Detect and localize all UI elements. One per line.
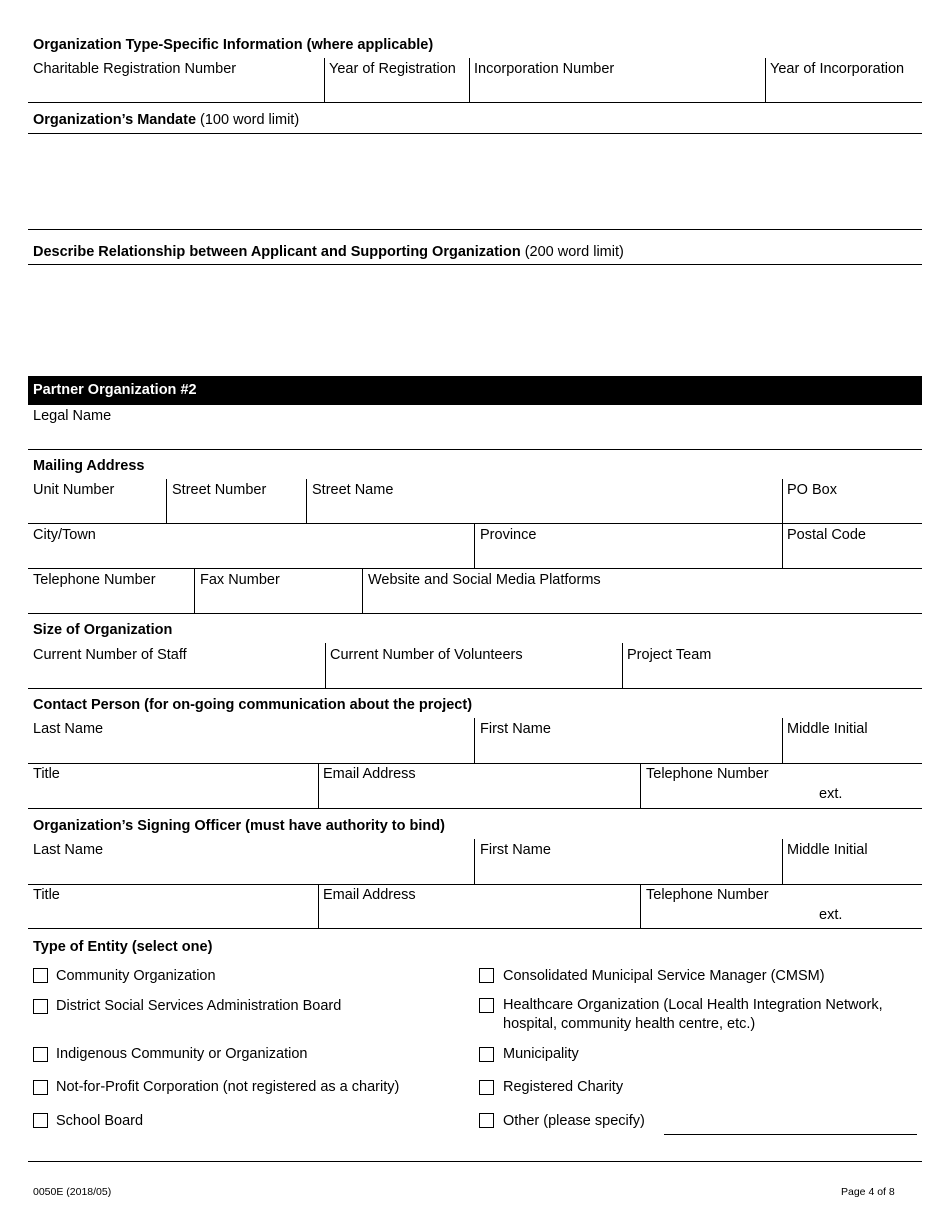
unit-number-field[interactable]	[28, 479, 166, 523]
contact-title-field[interactable]	[28, 764, 318, 808]
contact-telephone-label: Telephone Number	[646, 766, 769, 782]
contact-first-name-label: First Name	[480, 721, 551, 737]
relationship-textarea[interactable]	[28, 265, 922, 375]
street-name-label: Street Name	[312, 482, 394, 498]
contact-telephone-field[interactable]	[641, 764, 922, 808]
signing-officer-heading: Organization’s Signing Officer (must have authority to bind)	[33, 818, 445, 834]
size-heading: Size of Organization	[33, 622, 173, 638]
officer-last-name-field[interactable]	[28, 839, 474, 884]
school-board-label: School Board	[56, 1113, 144, 1129]
relationship-limit: (200 word limit)	[520, 244, 624, 260]
mandate-textarea[interactable]	[28, 134, 922, 229]
unit-number-label: Unit Number	[33, 482, 115, 498]
contact-last-name-label: Last Name	[33, 721, 104, 737]
legal-name-field[interactable]	[28, 405, 922, 449]
staff-label: Current Number of Staff	[33, 647, 187, 663]
contact-middle-initial-label: Middle Initial	[787, 721, 868, 737]
community-organization-checkbox[interactable]	[33, 968, 48, 983]
not-for-profit-checkbox[interactable]	[33, 1080, 48, 1095]
province-label: Province	[480, 527, 537, 543]
cmsm-label: Consolidated Municipal Service Manager (CMSM)	[503, 968, 825, 984]
project-team-label: Project Team	[627, 647, 712, 663]
officer-email-label: Email Address	[323, 887, 416, 903]
contact-ext-label: ext.	[819, 786, 843, 802]
fax-number-field[interactable]	[195, 569, 362, 613]
mandate-title: Organization’s Mandate	[33, 112, 197, 128]
contact-email-field[interactable]	[319, 764, 640, 808]
indigenous-community-checkbox[interactable]	[33, 1047, 48, 1062]
officer-middle-initial-label: Middle Initial	[787, 842, 868, 858]
other-specify-field[interactable]	[664, 1112, 917, 1134]
project-team-field[interactable]	[623, 643, 922, 687]
indigenous-community-label: Indigenous Community or Organization	[56, 1046, 308, 1062]
relationship-title: Describe Relationship between Applicant and Supporting Organization	[33, 244, 521, 260]
officer-telephone-field[interactable]	[641, 885, 922, 928]
form-number: 0050E (2018/05)	[33, 1186, 112, 1198]
municipality-label: Municipality	[503, 1046, 579, 1062]
page-number: Page 4 of 8	[841, 1186, 895, 1198]
contact-first-name-field[interactable]	[475, 718, 782, 763]
volunteers-field[interactable]	[326, 643, 622, 687]
dssab-checkbox[interactable]	[33, 999, 48, 1014]
year-of-incorporation-field[interactable]	[766, 58, 922, 102]
fax-number-label: Fax Number	[200, 572, 280, 588]
community-organization-label: Community Organization	[56, 968, 216, 984]
mandate-heading	[33, 112, 299, 129]
charitable-registration-number-field[interactable]	[28, 58, 324, 102]
po-box-label: PO Box	[787, 482, 837, 498]
incorporation-number-field[interactable]	[470, 58, 765, 102]
entity-heading: Type of Entity (select one)	[33, 939, 213, 955]
not-for-profit-label: Not-for-Profit Corporation (not registered as a charity)	[56, 1079, 400, 1095]
mailing-address-heading: Mailing Address	[33, 458, 145, 474]
postal-code-label: Postal Code	[787, 527, 866, 543]
mandate-limit: (100 word limit)	[196, 112, 300, 128]
contact-title-label: Title	[33, 766, 60, 782]
healthcare-organization-label: Healthcare Organization (Local Health Integration Network,	[503, 997, 883, 1013]
telephone-number-field[interactable]	[28, 569, 194, 613]
street-name-field[interactable]	[307, 479, 782, 523]
year-of-registration-label: Year of Registration	[329, 61, 456, 77]
contact-middle-initial-field[interactable]	[783, 718, 922, 763]
volunteers-label: Current Number of Volunteers	[330, 647, 523, 663]
dssab-label: District Social Services Administration Board	[56, 998, 342, 1014]
other-checkbox[interactable]	[479, 1113, 494, 1128]
registered-charity-label: Registered Charity	[503, 1079, 624, 1095]
incorporation-number-label: Incorporation Number	[474, 61, 615, 77]
officer-title-label: Title	[33, 887, 60, 903]
other-label: Other (please specify)	[503, 1113, 645, 1129]
website-label: Website and Social Media Platforms	[368, 572, 601, 588]
officer-last-name-label: Last Name	[33, 842, 104, 858]
healthcare-organization-checkbox[interactable]	[479, 998, 494, 1013]
po-box-field[interactable]	[783, 479, 922, 523]
city-town-label: City/Town	[33, 527, 96, 543]
website-field[interactable]	[363, 569, 922, 613]
year-of-registration-field[interactable]	[325, 58, 469, 102]
contact-last-name-field[interactable]	[28, 718, 474, 763]
contact-heading: Contact Person (for on-going communication about the project)	[33, 697, 473, 713]
org-type-info-heading: Organization Type-Specific Information (where applicable)	[33, 37, 434, 53]
partner-organization-2-header: Partner Organization #2	[28, 376, 922, 405]
legal-name-label: Legal Name	[33, 408, 112, 424]
officer-title-field[interactable]	[28, 885, 318, 928]
relationship-heading	[33, 244, 624, 261]
contact-email-label: Email Address	[323, 766, 416, 782]
postal-code-field[interactable]	[783, 524, 922, 568]
healthcare-organization-label-line2: hospital, community health centre, etc.)	[503, 1016, 756, 1032]
staff-field[interactable]	[28, 643, 324, 687]
officer-middle-initial-field[interactable]	[783, 839, 922, 884]
officer-ext-label: ext.	[819, 907, 843, 923]
officer-telephone-label: Telephone Number	[646, 887, 769, 903]
officer-first-name-field[interactable]	[475, 839, 782, 884]
school-board-checkbox[interactable]	[33, 1113, 48, 1128]
officer-first-name-label: First Name	[480, 842, 551, 858]
telephone-number-label: Telephone Number	[33, 572, 156, 588]
charitable-registration-number-label: Charitable Registration Number	[33, 61, 237, 77]
street-number-label: Street Number	[172, 482, 267, 498]
city-town-field[interactable]	[28, 524, 474, 568]
cmsm-checkbox[interactable]	[479, 968, 494, 983]
street-number-field[interactable]	[167, 479, 306, 523]
registered-charity-checkbox[interactable]	[479, 1080, 494, 1095]
year-of-incorporation-label: Year of Incorporation	[770, 61, 905, 77]
officer-email-field[interactable]	[319, 885, 640, 928]
municipality-checkbox[interactable]	[479, 1047, 494, 1062]
province-field[interactable]	[475, 524, 782, 568]
